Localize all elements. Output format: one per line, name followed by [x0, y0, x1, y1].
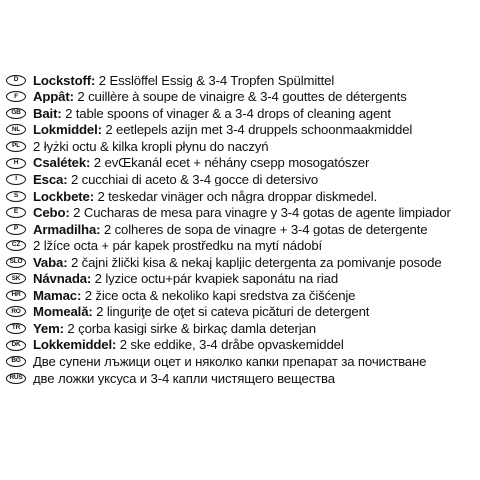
bait-word: Yem:	[33, 321, 64, 336]
list-item-sk	[6, 271, 476, 288]
instruction-detail: 2 lyzice octu+pár kvapiek saponátu na riad	[91, 272, 339, 286]
country-code-badge: SLO	[6, 257, 26, 268]
list-item-slo	[6, 254, 476, 271]
bait-word: Lockbete:	[33, 189, 94, 203]
list-item-i	[6, 171, 476, 188]
instruction-text	[33, 322, 316, 335]
instruction-text	[33, 305, 369, 318]
country-code-badge: TR	[6, 323, 26, 334]
list-item-rus	[6, 370, 476, 387]
instruction-text	[33, 90, 407, 103]
bait-word: Lockstoff:	[33, 73, 96, 87]
instruction-detail: 2 Esslöffel Essig & 3-4 Tropfen Spülmittel	[95, 73, 335, 87]
instruction-detail: 2 teskedar vinäger och några droppar diskmedel.	[93, 189, 378, 203]
list-item-h	[6, 155, 476, 172]
bait-word: Appât:	[33, 90, 74, 104]
country-code-badge: DK	[6, 340, 26, 351]
instruction-detail: 2 čajni žlički kisa & nekaj kapljic detergenta za pomivanje posode	[67, 255, 442, 269]
instruction-text	[33, 173, 318, 186]
list-item-p	[6, 221, 476, 238]
country-code-badge: GB	[6, 108, 26, 119]
instruction-detail: 2 cucchiai di aceto & 3-4 gocce di detersivo	[67, 172, 319, 187]
instruction-text	[33, 256, 442, 269]
country-code-badge: D	[6, 75, 26, 86]
instruction-text	[33, 123, 412, 136]
list-item-dk	[6, 337, 476, 354]
instruction-detail: 2 çorba kasigi sirke & birkaç damla deterjan	[63, 321, 316, 336]
instruction-text	[33, 338, 344, 351]
bait-word: Esca:	[33, 172, 68, 187]
instruction-detail: 2 ske eddike, 3-4 dråbe opvaskemiddel	[116, 338, 344, 352]
list-item-bg	[6, 353, 476, 370]
instruction-detail: 2 cuillère à soupe de vinaigre & 3-4 gouttes de détergents	[73, 90, 407, 104]
instruction-detail: 2 žice octa & nekoliko kapi sredstva za čišćenje	[81, 288, 356, 302]
instruction-text	[33, 140, 268, 153]
list-item-e	[6, 204, 476, 221]
instruction-text	[33, 355, 426, 368]
list-item-pl	[6, 138, 476, 155]
bait-word: Bait:	[33, 106, 62, 120]
list-item-ro	[6, 304, 476, 321]
country-code-badge: I	[6, 174, 26, 185]
bait-word: Lokkemiddel:	[33, 338, 117, 352]
bait-instructions-list	[6, 72, 476, 386]
instruction-text	[33, 74, 334, 87]
instruction-detail: 2 linguriţe de oţet si cateva picături de detergent	[92, 305, 370, 319]
list-item-f	[6, 89, 476, 106]
country-code-badge: S	[6, 191, 26, 202]
country-code-badge: F	[6, 91, 26, 102]
instruction-text	[33, 272, 338, 285]
instruction-detail: 2 table spoons of vinager & a 3-4 drops of cleaning agent	[61, 106, 391, 120]
country-code-badge: HR	[6, 290, 26, 301]
country-code-badge: CZ	[6, 240, 26, 251]
bait-word: Lokmiddel:	[33, 123, 102, 137]
country-code-badge: SK	[6, 273, 26, 284]
bait-word: Návnada:	[33, 272, 92, 286]
list-item-d	[6, 72, 476, 89]
country-code-badge: P	[6, 224, 26, 235]
bait-word: Momeală:	[33, 305, 93, 319]
bait-word: Armadilha:	[33, 222, 101, 236]
list-item-tr	[6, 320, 476, 337]
instruction-detail: 2 eetlepels azijn met 3-4 druppels schoonmaakmiddel	[101, 123, 413, 137]
country-code-badge: E	[6, 207, 26, 218]
instruction-detail: 2 łyżki octu & kilka kropli płynu do naczyń	[33, 139, 269, 154]
instruction-detail: две ложки уксуса и 3-4 капли чистящего вещества	[33, 371, 335, 385]
list-item-hr	[6, 287, 476, 304]
instruction-text	[33, 239, 322, 252]
country-code-badge: PL	[6, 141, 26, 152]
bait-word: Cebo:	[33, 206, 70, 220]
instruction-text	[33, 206, 451, 219]
country-code-badge: H	[6, 158, 26, 169]
list-item-nl	[6, 122, 476, 139]
bait-word: Csalétek:	[33, 156, 91, 170]
instruction-text	[33, 223, 427, 236]
instruction-detail: Две супени лъжици оцет и няколко капки препарат за почистване	[33, 354, 427, 369]
country-code-badge: NL	[6, 124, 26, 135]
instruction-detail: 2 colheres de sopa de vinagre + 3-4 gotas de detergente	[100, 222, 428, 236]
list-item-cz	[6, 237, 476, 254]
country-code-badge: RO	[6, 306, 26, 317]
instruction-detail: 2 Cucharas de mesa para vinagre y 3-4 gotas de agente limpiador	[69, 206, 451, 220]
instruction-text	[33, 156, 369, 169]
instruction-text	[33, 289, 355, 302]
instruction-text	[33, 107, 391, 120]
bait-word: Mamac:	[33, 288, 82, 302]
list-item-s	[6, 188, 476, 205]
bait-word: Vaba:	[33, 255, 68, 269]
country-code-badge: RUS	[6, 373, 26, 384]
list-item-gb	[6, 105, 476, 122]
country-code-badge: BG	[6, 356, 26, 367]
instruction-detail: 2 lžíce octa + pár kapek prostředku na mytí nádobí	[33, 239, 323, 253]
instruction-text	[33, 372, 335, 385]
instruction-detail: 2 evŒkanál ecet + néhány csepp mosogatószer	[90, 156, 370, 170]
instruction-text	[33, 190, 377, 203]
